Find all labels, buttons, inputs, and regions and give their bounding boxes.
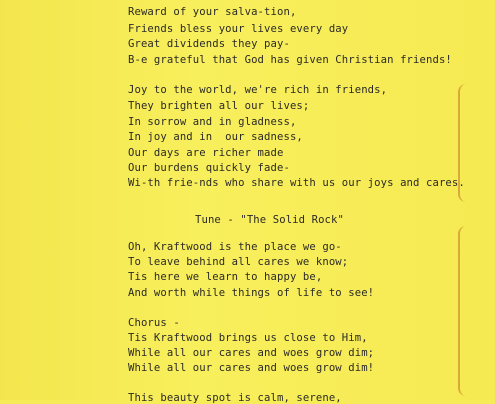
verse-line: They brighten all our lives; bbox=[128, 100, 310, 112]
verse-line: And worth while things of life to see! bbox=[128, 287, 375, 299]
verse-line: This beauty spot is calm, serene, bbox=[128, 392, 342, 404]
verse-line: Tis here we learn to happy be, bbox=[128, 271, 323, 283]
verse-line: Reward of your salva-tion, bbox=[128, 6, 297, 18]
tune-heading: Tune - "The Solid Rock" bbox=[195, 214, 344, 226]
binding-string-upper bbox=[458, 84, 474, 202]
chorus-line: Tis Kraftwood brings us close to Him, bbox=[128, 332, 368, 344]
verse-line: In sorrow and in gladness, bbox=[128, 116, 297, 128]
verse-line: Oh, Kraftwood is the place we go- bbox=[128, 241, 342, 253]
verse-line: In joy and in our sadness, bbox=[128, 131, 303, 143]
verse-line: Our days are richer made bbox=[128, 147, 284, 159]
chorus-line: While all our cares and woes grow dim; bbox=[128, 347, 375, 359]
chorus-heading: Chorus - bbox=[128, 317, 180, 329]
verse-line: Great dividends they pay- bbox=[128, 38, 290, 50]
verse-line: Our burdens quickly fade- bbox=[128, 162, 290, 174]
verse-line: Wi-th frie-nds who share with us our joys and cares. bbox=[128, 177, 465, 189]
binding-string-lower bbox=[458, 226, 474, 396]
verse-line: Friends bless your lives every day bbox=[128, 23, 349, 35]
verse-line: B-e grateful that God has given Christian friends! bbox=[128, 54, 452, 66]
verse-line: To leave behind all cares we know; bbox=[128, 256, 349, 268]
chorus-line: While all our cares and woes grow dim! bbox=[128, 362, 375, 374]
verse-line: Joy to the world, we're rich in friends, bbox=[128, 84, 388, 96]
